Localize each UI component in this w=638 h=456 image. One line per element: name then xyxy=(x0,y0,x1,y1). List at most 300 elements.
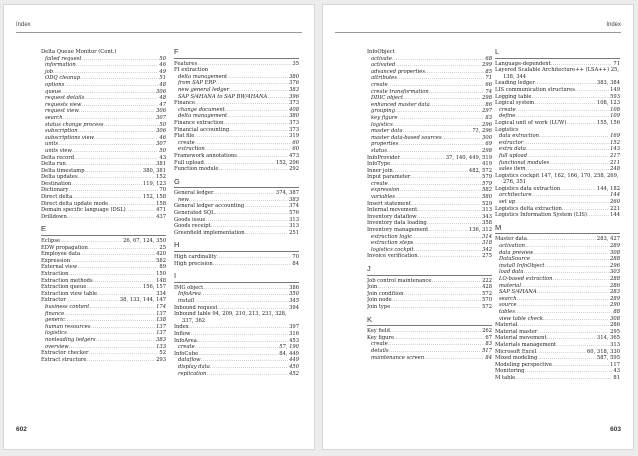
index-subentry xyxy=(41,82,166,89)
index-subentry xyxy=(367,122,492,129)
index-pages: 137 xyxy=(156,323,166,330)
index-pages: 452 xyxy=(289,370,299,377)
index-subentry xyxy=(41,344,166,351)
index-term: Flat file xyxy=(174,133,195,140)
dot-leader xyxy=(195,344,278,351)
index-pages: 94, 209, 210, 213, 231, 328, 337, 362 xyxy=(182,311,287,324)
index-term: master data-based sources xyxy=(371,134,442,141)
index-subentry xyxy=(495,243,620,250)
index-subentry xyxy=(495,309,620,316)
index-pages: 66 xyxy=(485,81,492,88)
index-term: Invoice verification xyxy=(367,253,418,260)
index-subentry xyxy=(367,89,492,96)
index-entry xyxy=(174,160,299,167)
index-subentry xyxy=(495,296,620,303)
index-term: Logistics cockpit xyxy=(495,172,540,179)
dot-leader xyxy=(403,291,481,298)
index-entry xyxy=(41,350,166,357)
index-pages: 49 xyxy=(159,68,166,75)
index-subentry xyxy=(41,304,166,311)
index-term: Logical system xyxy=(495,100,535,107)
index-entry xyxy=(174,100,299,107)
dot-leader xyxy=(523,140,609,147)
index-pages: 306 xyxy=(156,128,166,135)
index-term: subscriptions view xyxy=(45,134,94,141)
dot-leader xyxy=(244,203,288,210)
dot-leader xyxy=(537,355,596,362)
index-entry xyxy=(495,212,620,219)
index-pages: 85 xyxy=(485,68,492,75)
index-term: Extraction view table xyxy=(41,290,98,297)
index-subentry xyxy=(41,75,166,82)
index-term: tables xyxy=(499,308,515,315)
index-term: business content xyxy=(45,303,90,310)
index-pages: 314, 365 xyxy=(596,335,620,342)
section-letter: G xyxy=(174,179,299,189)
index-term: search xyxy=(45,114,63,121)
dot-leader xyxy=(403,95,481,102)
index-term: High precision xyxy=(174,260,213,267)
index-pages: 313 xyxy=(289,223,299,230)
dot-leader xyxy=(70,258,155,265)
index-pages: 380 xyxy=(289,113,299,120)
index-entry xyxy=(174,305,299,312)
index-term: extractor xyxy=(499,139,524,146)
index-term: request details xyxy=(45,95,85,102)
index-pages: 84 xyxy=(292,260,299,267)
index-subentry xyxy=(41,69,166,76)
index-pages: 303 xyxy=(610,269,620,276)
index-term: new xyxy=(178,196,189,203)
index-pages: 517 xyxy=(482,347,492,354)
index-term: SAP S/4HANA to SAP BW/4HANA xyxy=(178,93,268,100)
dot-leader xyxy=(84,95,158,102)
index-pages: 71 xyxy=(613,60,620,67)
dot-leader xyxy=(393,168,468,175)
index-pages: 299 xyxy=(482,62,492,69)
index-subentry xyxy=(495,199,620,206)
index-term: Job control maintenance xyxy=(367,277,432,284)
index-pages: 350 xyxy=(289,291,299,298)
index-term: attributes xyxy=(371,75,397,82)
index-pages: 293 xyxy=(156,356,166,363)
index-pages: 136, 312 xyxy=(468,227,492,234)
index-term: Dictionary xyxy=(41,187,69,194)
index-entry xyxy=(41,207,166,214)
index-term: Language-dependent xyxy=(495,60,551,67)
index-term: units xyxy=(45,141,59,148)
index-term: extraction steps xyxy=(371,240,414,247)
index-pages: 222 xyxy=(482,277,492,284)
index-pages: 292 xyxy=(289,166,299,173)
dot-leader xyxy=(400,155,445,162)
index-term: architecture xyxy=(499,192,532,199)
index-pages: 68 xyxy=(485,55,492,62)
dot-leader xyxy=(86,284,142,291)
dot-leader xyxy=(392,56,484,63)
index-pages: 155, 156 xyxy=(596,119,620,126)
index-entry xyxy=(41,187,166,194)
index-entry xyxy=(495,349,620,356)
index-pages: 38, 133, 144, 147 xyxy=(119,297,166,304)
index-subentry xyxy=(41,324,166,331)
index-pages: 25, 138, 344 xyxy=(503,67,619,80)
index-pages: 373 xyxy=(289,100,299,107)
index-pages: 307 xyxy=(156,114,166,121)
dot-leader xyxy=(72,148,159,155)
index-entry xyxy=(495,94,620,101)
index-subentry xyxy=(174,291,299,298)
index-pages: 570 xyxy=(482,297,492,304)
index-term: dataflow xyxy=(178,357,201,364)
index-subentry xyxy=(495,113,620,120)
index-pages: 343 xyxy=(482,213,492,220)
dot-leader xyxy=(67,330,155,337)
index-pages: 289 xyxy=(610,243,620,250)
index-term: display data xyxy=(178,363,210,370)
dot-leader xyxy=(189,324,288,331)
index-pages: 262 xyxy=(482,328,492,335)
index-pages: 108, 123 xyxy=(596,100,620,107)
index-term: Financial accounting xyxy=(174,126,230,133)
index-entry xyxy=(495,329,620,336)
index-term: overview xyxy=(45,343,69,350)
dot-leader xyxy=(216,80,288,87)
index-term: create xyxy=(178,344,195,351)
index-entry xyxy=(495,362,620,369)
index-term: data extraction xyxy=(499,133,540,140)
index-pages: 572 xyxy=(482,290,492,297)
right-page-header xyxy=(323,5,633,31)
dot-leader xyxy=(442,135,481,142)
index-pages: 290 xyxy=(610,302,620,309)
index-term: job xyxy=(45,68,54,75)
index-entry xyxy=(495,120,620,127)
dot-leader xyxy=(524,368,612,375)
index-term: IMG object xyxy=(174,284,204,291)
index-entry xyxy=(367,161,492,168)
index-subentry xyxy=(41,311,166,318)
index-term: nonleading ledgers xyxy=(45,336,96,343)
dot-leader xyxy=(68,187,158,194)
dot-leader xyxy=(195,140,292,147)
dot-leader xyxy=(88,245,159,252)
dot-leader xyxy=(537,289,609,296)
index-pages: 43 xyxy=(159,154,166,161)
index-term: logistics cockpit xyxy=(371,246,414,253)
dot-leader xyxy=(126,207,155,214)
dot-leader xyxy=(65,317,155,324)
index-pages: 109 xyxy=(610,113,620,120)
right-running-head: Index xyxy=(606,22,621,28)
index-pages: 174 xyxy=(156,303,166,310)
index-entry xyxy=(41,264,166,271)
index-term: options xyxy=(45,81,65,88)
index-term: variables xyxy=(371,194,395,201)
index-entry xyxy=(41,245,166,252)
index-pages: 313 xyxy=(610,341,620,348)
index-term: status xyxy=(371,147,387,154)
index-subentry xyxy=(495,166,620,173)
dot-leader xyxy=(535,80,596,87)
index-term: logistics xyxy=(45,330,67,337)
dot-leader xyxy=(547,335,596,342)
dot-leader xyxy=(575,87,609,94)
index-term: Extraction queue xyxy=(41,284,87,291)
index-term: Logistics Information System (LIS) xyxy=(495,212,587,219)
index-entry xyxy=(495,67,620,80)
index-pages: 380, 381 xyxy=(142,167,166,174)
index-term: Material movement xyxy=(495,335,547,342)
index-subentry xyxy=(41,102,166,109)
dot-leader xyxy=(515,113,609,120)
index-term: Index xyxy=(174,324,189,331)
index-term: High cardinality xyxy=(174,254,217,261)
index-subentry xyxy=(367,240,492,247)
index-subentry xyxy=(174,80,299,87)
index-pages: 156, 157 xyxy=(142,284,166,291)
dot-leader xyxy=(397,115,484,122)
index-pages: 221 xyxy=(610,205,620,212)
dot-leader xyxy=(203,285,288,292)
index-pages: 81 xyxy=(613,374,620,381)
index-pages: 316 xyxy=(289,330,299,337)
index-subentry xyxy=(174,371,299,378)
index-term: Logical unit of work (LUW) xyxy=(495,119,567,126)
index-term: Extractor xyxy=(41,297,66,304)
dot-leader xyxy=(229,87,288,94)
index-term: delta management xyxy=(178,113,228,120)
index-pages: 286 xyxy=(610,282,620,289)
index-pages: 471 xyxy=(156,207,166,214)
index-term: Destination xyxy=(41,180,72,187)
dot-leader xyxy=(237,153,288,160)
dot-leader xyxy=(398,141,484,148)
dot-leader xyxy=(68,271,155,278)
index-term: Generated SQL xyxy=(174,210,215,217)
index-term: Finance extraction xyxy=(174,119,224,126)
dot-leader xyxy=(521,283,609,290)
index-subentry xyxy=(174,107,299,114)
index-term: Join xyxy=(367,284,378,291)
index-term: information xyxy=(45,62,76,69)
index-term: details xyxy=(371,347,389,354)
index-entry xyxy=(367,207,492,214)
index-pages: 137 xyxy=(156,310,166,317)
dot-leader xyxy=(66,161,155,168)
index-pages: 453 xyxy=(289,337,299,344)
dot-leader xyxy=(94,135,158,142)
index-term: queue xyxy=(45,88,62,95)
index-entry xyxy=(495,375,620,382)
dot-leader xyxy=(89,350,159,357)
index-term: Direct delta xyxy=(41,194,73,201)
index-term: advanced properties xyxy=(371,68,425,75)
index-pages: 144 xyxy=(610,212,620,219)
index-term: search xyxy=(499,295,517,302)
index-term: install InfoObject xyxy=(499,262,545,269)
index-term: Internal movement xyxy=(367,207,418,214)
index-pages: 144 xyxy=(610,192,620,199)
index-entry xyxy=(495,236,620,243)
index-pages: 148 xyxy=(156,277,166,284)
index-pages: 334 xyxy=(156,290,166,297)
left-column-1 xyxy=(41,49,166,363)
index-pages: 383 xyxy=(289,196,299,203)
dot-leader xyxy=(387,148,481,155)
index-pages: 147, 162, 166, 170, 258, 269, 276, 351 xyxy=(503,172,619,186)
index-term: InfoCube xyxy=(174,350,199,357)
index-entry xyxy=(41,155,166,162)
index-entry xyxy=(495,355,620,362)
index-entry xyxy=(174,120,299,127)
dot-leader xyxy=(560,186,596,193)
index-subentry xyxy=(174,364,299,371)
dot-leader xyxy=(377,284,481,291)
dot-leader xyxy=(410,174,481,181)
index-pages: 152 xyxy=(610,139,620,146)
index-term: InfoType xyxy=(367,161,391,168)
index-pages: 152, 158 xyxy=(142,194,166,201)
dot-leader xyxy=(205,217,288,224)
section-letter: L xyxy=(495,49,620,59)
dot-leader xyxy=(430,102,485,109)
index-subentry xyxy=(41,128,166,135)
index-pages: 306 xyxy=(156,88,166,95)
index-pages: 582 xyxy=(482,187,492,194)
index-subentry xyxy=(174,197,299,204)
index-pages: 383 xyxy=(156,336,166,343)
dot-leader xyxy=(213,190,274,197)
index-term: Greenfield implementation xyxy=(174,229,245,236)
index-pages: 394 xyxy=(289,304,299,311)
section-letter: M xyxy=(495,225,620,235)
dot-leader xyxy=(198,351,278,358)
index-pages: 70 xyxy=(292,254,299,261)
index-pages: 25 xyxy=(159,244,166,251)
index-subentry xyxy=(41,108,166,115)
index-term: Inventory dataflow xyxy=(367,213,417,220)
index-pages: 318 xyxy=(482,240,492,247)
dot-leader xyxy=(413,240,481,247)
dot-leader xyxy=(77,264,158,271)
index-entry xyxy=(495,127,620,134)
index-term: change document xyxy=(178,106,225,113)
index-term: generic xyxy=(45,317,65,324)
index-term: create xyxy=(371,341,388,348)
index-term: LIS communication structures xyxy=(495,86,575,93)
index-entry xyxy=(41,49,166,56)
index-subentry xyxy=(174,87,299,94)
index-pages: 69 xyxy=(485,141,492,148)
dot-leader xyxy=(104,122,159,129)
index-entry xyxy=(174,190,299,197)
index-term: Logging table xyxy=(495,93,532,100)
index-subentry xyxy=(41,56,166,63)
index-term: ODQ cleanup xyxy=(45,75,81,82)
index-pages: 529 xyxy=(482,200,492,207)
index-pages: 117 xyxy=(610,361,620,368)
dot-leader xyxy=(93,278,155,285)
index-subentry xyxy=(495,160,620,167)
section-letter: F xyxy=(174,49,299,59)
index-pages: 386 xyxy=(289,284,299,291)
dot-leader xyxy=(267,94,288,101)
index-pages: 248 xyxy=(610,166,620,173)
dot-leader xyxy=(245,230,288,237)
dot-leader xyxy=(544,263,609,270)
index-subentry xyxy=(41,95,166,102)
index-entry xyxy=(174,217,299,224)
index-subentry xyxy=(174,113,299,120)
index-pages: 138 xyxy=(156,317,166,324)
index-term: Microsoft Excel xyxy=(495,348,537,355)
dot-leader xyxy=(194,133,288,140)
index-term: Extraction methods xyxy=(41,277,93,284)
dot-leader xyxy=(392,297,481,304)
index-term: delta management xyxy=(178,73,228,80)
index-term: create xyxy=(499,106,516,113)
index-pages: 152, 206 xyxy=(275,159,299,166)
index-pages: 211 xyxy=(610,159,620,166)
index-term: Delta record xyxy=(41,154,75,161)
index-term: InfoArea xyxy=(174,337,197,344)
dot-leader xyxy=(395,194,481,201)
index-entry xyxy=(495,173,620,186)
dot-leader xyxy=(539,133,609,140)
index-pages: 297 xyxy=(482,108,492,115)
dot-leader xyxy=(431,278,481,285)
index-subentry xyxy=(367,128,492,135)
dot-leader xyxy=(427,220,481,227)
index-term: new general ledger xyxy=(178,86,230,93)
dot-leader xyxy=(201,357,288,364)
dot-leader xyxy=(96,337,156,344)
dot-leader xyxy=(217,254,292,261)
index-pages: 449 xyxy=(289,357,299,364)
index-term: Extract structure xyxy=(41,356,87,363)
index-subentry xyxy=(495,153,620,160)
index-entry xyxy=(174,127,299,134)
section-letter: H xyxy=(174,242,299,252)
dot-leader xyxy=(201,291,288,298)
dot-leader xyxy=(229,127,288,134)
index-pages: 143 xyxy=(610,146,620,153)
index-pages: 374 xyxy=(289,203,299,210)
index-term: activate xyxy=(371,55,392,62)
index-pages: 319 xyxy=(289,133,299,140)
index-term: SAP S/4HANA xyxy=(499,289,537,296)
dot-leader xyxy=(412,234,481,241)
index-pages: 48 xyxy=(159,95,166,102)
index-subentry xyxy=(495,302,620,309)
index-entry xyxy=(367,328,492,335)
index-pages: 71 xyxy=(485,75,492,82)
index-subentry xyxy=(41,62,166,69)
index-term: Materials management xyxy=(495,341,557,348)
index-pages: 306 xyxy=(156,108,166,115)
index-entry xyxy=(174,254,299,261)
dot-leader xyxy=(517,322,609,329)
index-pages: 47 xyxy=(159,101,166,108)
dot-leader xyxy=(403,128,472,135)
index-entry xyxy=(174,61,299,68)
index-pages: 298 xyxy=(482,95,492,102)
index-pages: 86 xyxy=(485,101,492,108)
index-pages: 37, 140, 449, 519 xyxy=(445,154,492,161)
index-subentry xyxy=(495,133,620,140)
dot-leader xyxy=(197,338,288,345)
